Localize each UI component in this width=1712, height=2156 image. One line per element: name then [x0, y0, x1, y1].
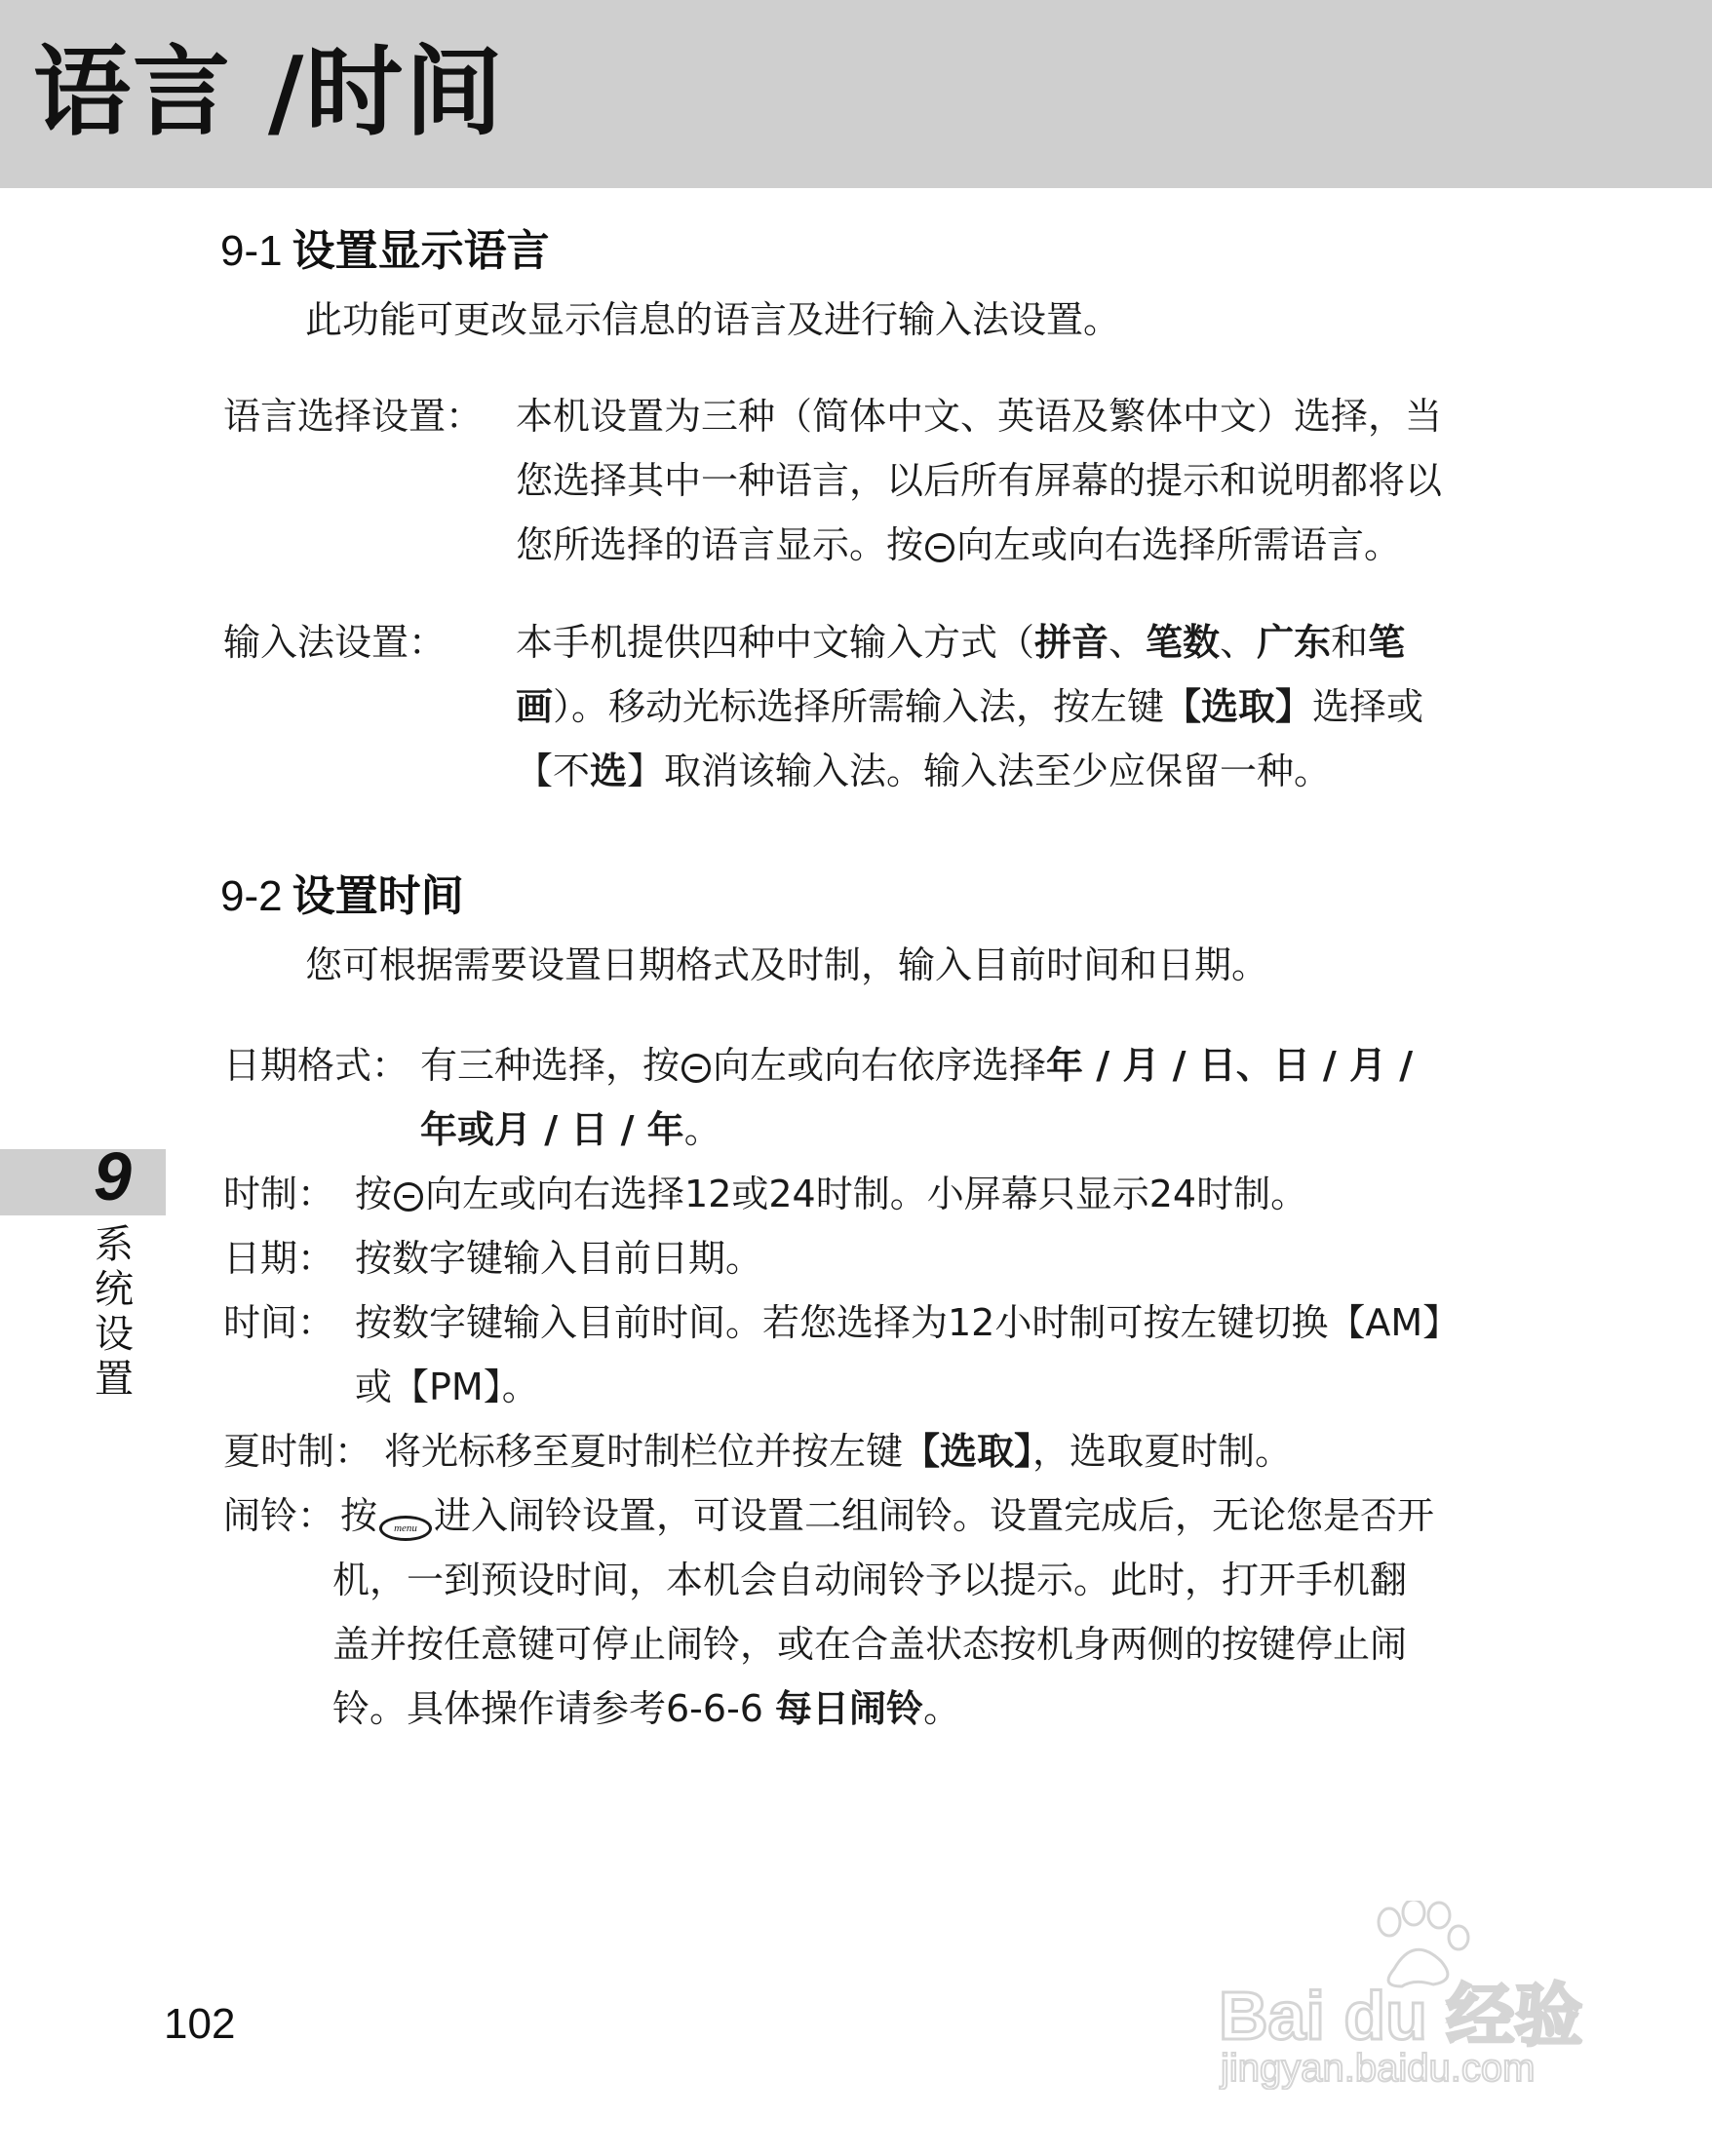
text-segment: 、	[1109, 621, 1147, 664]
bold-term: 广东	[1257, 621, 1332, 664]
section-title-text: 设置显示语言	[292, 226, 550, 276]
text-line: 或【PM】。	[355, 1366, 539, 1408]
text-segment: 本手机提供四种中文输入方式（	[516, 621, 1035, 664]
dst-body	[384, 1419, 1292, 1483]
text-segment: 。	[923, 1687, 961, 1730]
bold-term: 年 / 月 / 日、日 / 月 /	[1046, 1044, 1414, 1087]
text-line: 您选择其中一种语言，以后所有屏幕的提示和说明都将以	[516, 459, 1443, 502]
text-segment: 选择或	[1312, 685, 1424, 728]
text-segment: 将光标移至夏时制栏位并按左键	[384, 1430, 904, 1473]
text-segment: 、	[1220, 621, 1258, 664]
page-number: 102	[164, 2000, 236, 2048]
watermark-brand: Bai du 经验	[1219, 1978, 1583, 2054]
bold-term: 每日闹铃	[775, 1687, 924, 1730]
text-line: 机，一到预设时间，本机会自动闹铃予以提示。此时，打开手机翻	[332, 1559, 1408, 1601]
date-label: 日期：	[223, 1237, 335, 1280]
text-line: 按数字键输入目前时间。若您选择为12小时制可按左键切换【AM】	[355, 1301, 1460, 1344]
baidu-watermark	[1219, 1901, 1628, 2125]
chapter-label: 系统设置	[95, 1222, 134, 1402]
text-segment: ，选取夏时制。	[1032, 1430, 1293, 1473]
text-segment: 进入闹铃设置，可设置二组闹铃。设置完成后，无论您是否开	[434, 1494, 1435, 1537]
date-format-body	[420, 1033, 1413, 1162]
input-method-body	[516, 610, 1423, 803]
page-title: 语言 /时间	[33, 35, 505, 149]
watermark-domain: jingyan.baidu.com	[1221, 2047, 1536, 2090]
text-line	[332, 1676, 1407, 1741]
text-segment: 。	[683, 1108, 721, 1151]
text-segment: 有三种选择，按	[420, 1044, 681, 1087]
text-segment: 铃。具体操作请参考6-6-6	[332, 1687, 776, 1730]
text-line	[516, 610, 1423, 674]
input-method-label: 输入法设置：	[223, 621, 447, 664]
bold-term: 拼音	[1034, 621, 1109, 664]
time-system-body	[355, 1162, 1307, 1226]
alarm-body-continued	[332, 1548, 1407, 1741]
alarm-label: 闹铃：	[223, 1494, 335, 1537]
language-setting-body	[516, 384, 1442, 577]
text-segment: 按	[340, 1494, 378, 1537]
text-segment: 向左或向右依序选择	[713, 1044, 1047, 1087]
bold-term: 笔	[1368, 621, 1406, 664]
text-segment: 按	[355, 1173, 393, 1215]
bold-term: 【选取】	[903, 1430, 1033, 1473]
text-line	[420, 1097, 1413, 1162]
text-line: 本机设置为三种（简体中文、英语及繁体中文）选择，当	[516, 395, 1443, 438]
section-title-text: 设置时间	[292, 871, 464, 921]
text-line	[516, 674, 1423, 739]
text-segment: 向左或向右选择12或24时制。小屏幕只显示24时制。	[425, 1173, 1308, 1215]
section-number: 9-1	[220, 227, 283, 275]
text-segment: 向左或向右选择所需语言。	[956, 523, 1402, 566]
time-label: 时间：	[223, 1301, 335, 1344]
text-line	[340, 1483, 1434, 1548]
text-segment: 】取消该输入法。输入法至少应保留一种。	[627, 750, 1332, 792]
text-line	[420, 1033, 1413, 1097]
bold-term: 笔数	[1146, 621, 1221, 664]
section-intro: 此功能可更改显示信息的语言及进行输入法设置。	[305, 298, 1121, 341]
text-segment: 您所选择的语言显示。按	[516, 523, 924, 566]
date-format-label: 日期格式：	[223, 1044, 409, 1087]
nav-key-icon	[925, 533, 954, 562]
language-setting-label: 语言选择设置：	[223, 395, 484, 438]
section-title-9-1	[220, 226, 550, 278]
bold-term: 年或月 / 日 / 年	[420, 1108, 684, 1151]
section-title-9-2	[220, 871, 464, 923]
text-segment: ）。移动光标选择所需输入法，按左键	[553, 685, 1165, 728]
text-line	[516, 513, 1442, 577]
text-line	[516, 739, 1423, 803]
time-body	[355, 1290, 1459, 1419]
bold-term: 选	[590, 750, 628, 792]
dst-label: 夏时制：	[223, 1430, 372, 1473]
text-line	[384, 1419, 1292, 1483]
nav-key-icon	[394, 1182, 423, 1212]
bold-term: 画	[516, 685, 554, 728]
bold-term: 【选取】	[1164, 685, 1313, 728]
section-intro: 您可根据需要设置日期格式及时制，输入目前时间和日期。	[305, 943, 1269, 986]
date-body	[355, 1226, 762, 1290]
chapter-number: 9	[94, 1138, 132, 1214]
text-segment: 【不	[516, 750, 591, 792]
text-line	[355, 1162, 1307, 1226]
section-number: 9-2	[220, 872, 283, 920]
alarm-body	[340, 1483, 1434, 1548]
menu-key-icon: menu	[379, 1516, 432, 1541]
time-system-label: 时制：	[223, 1173, 335, 1215]
text-line: 盖并按任意键可停止闹铃，或在合盖状态按机身两侧的按键停止闹	[332, 1623, 1408, 1666]
nav-key-icon	[681, 1054, 711, 1083]
chapter-tab	[0, 1149, 166, 1215]
text-line: 按数字键输入目前日期。	[355, 1237, 763, 1280]
text-segment: 和	[1331, 621, 1369, 664]
